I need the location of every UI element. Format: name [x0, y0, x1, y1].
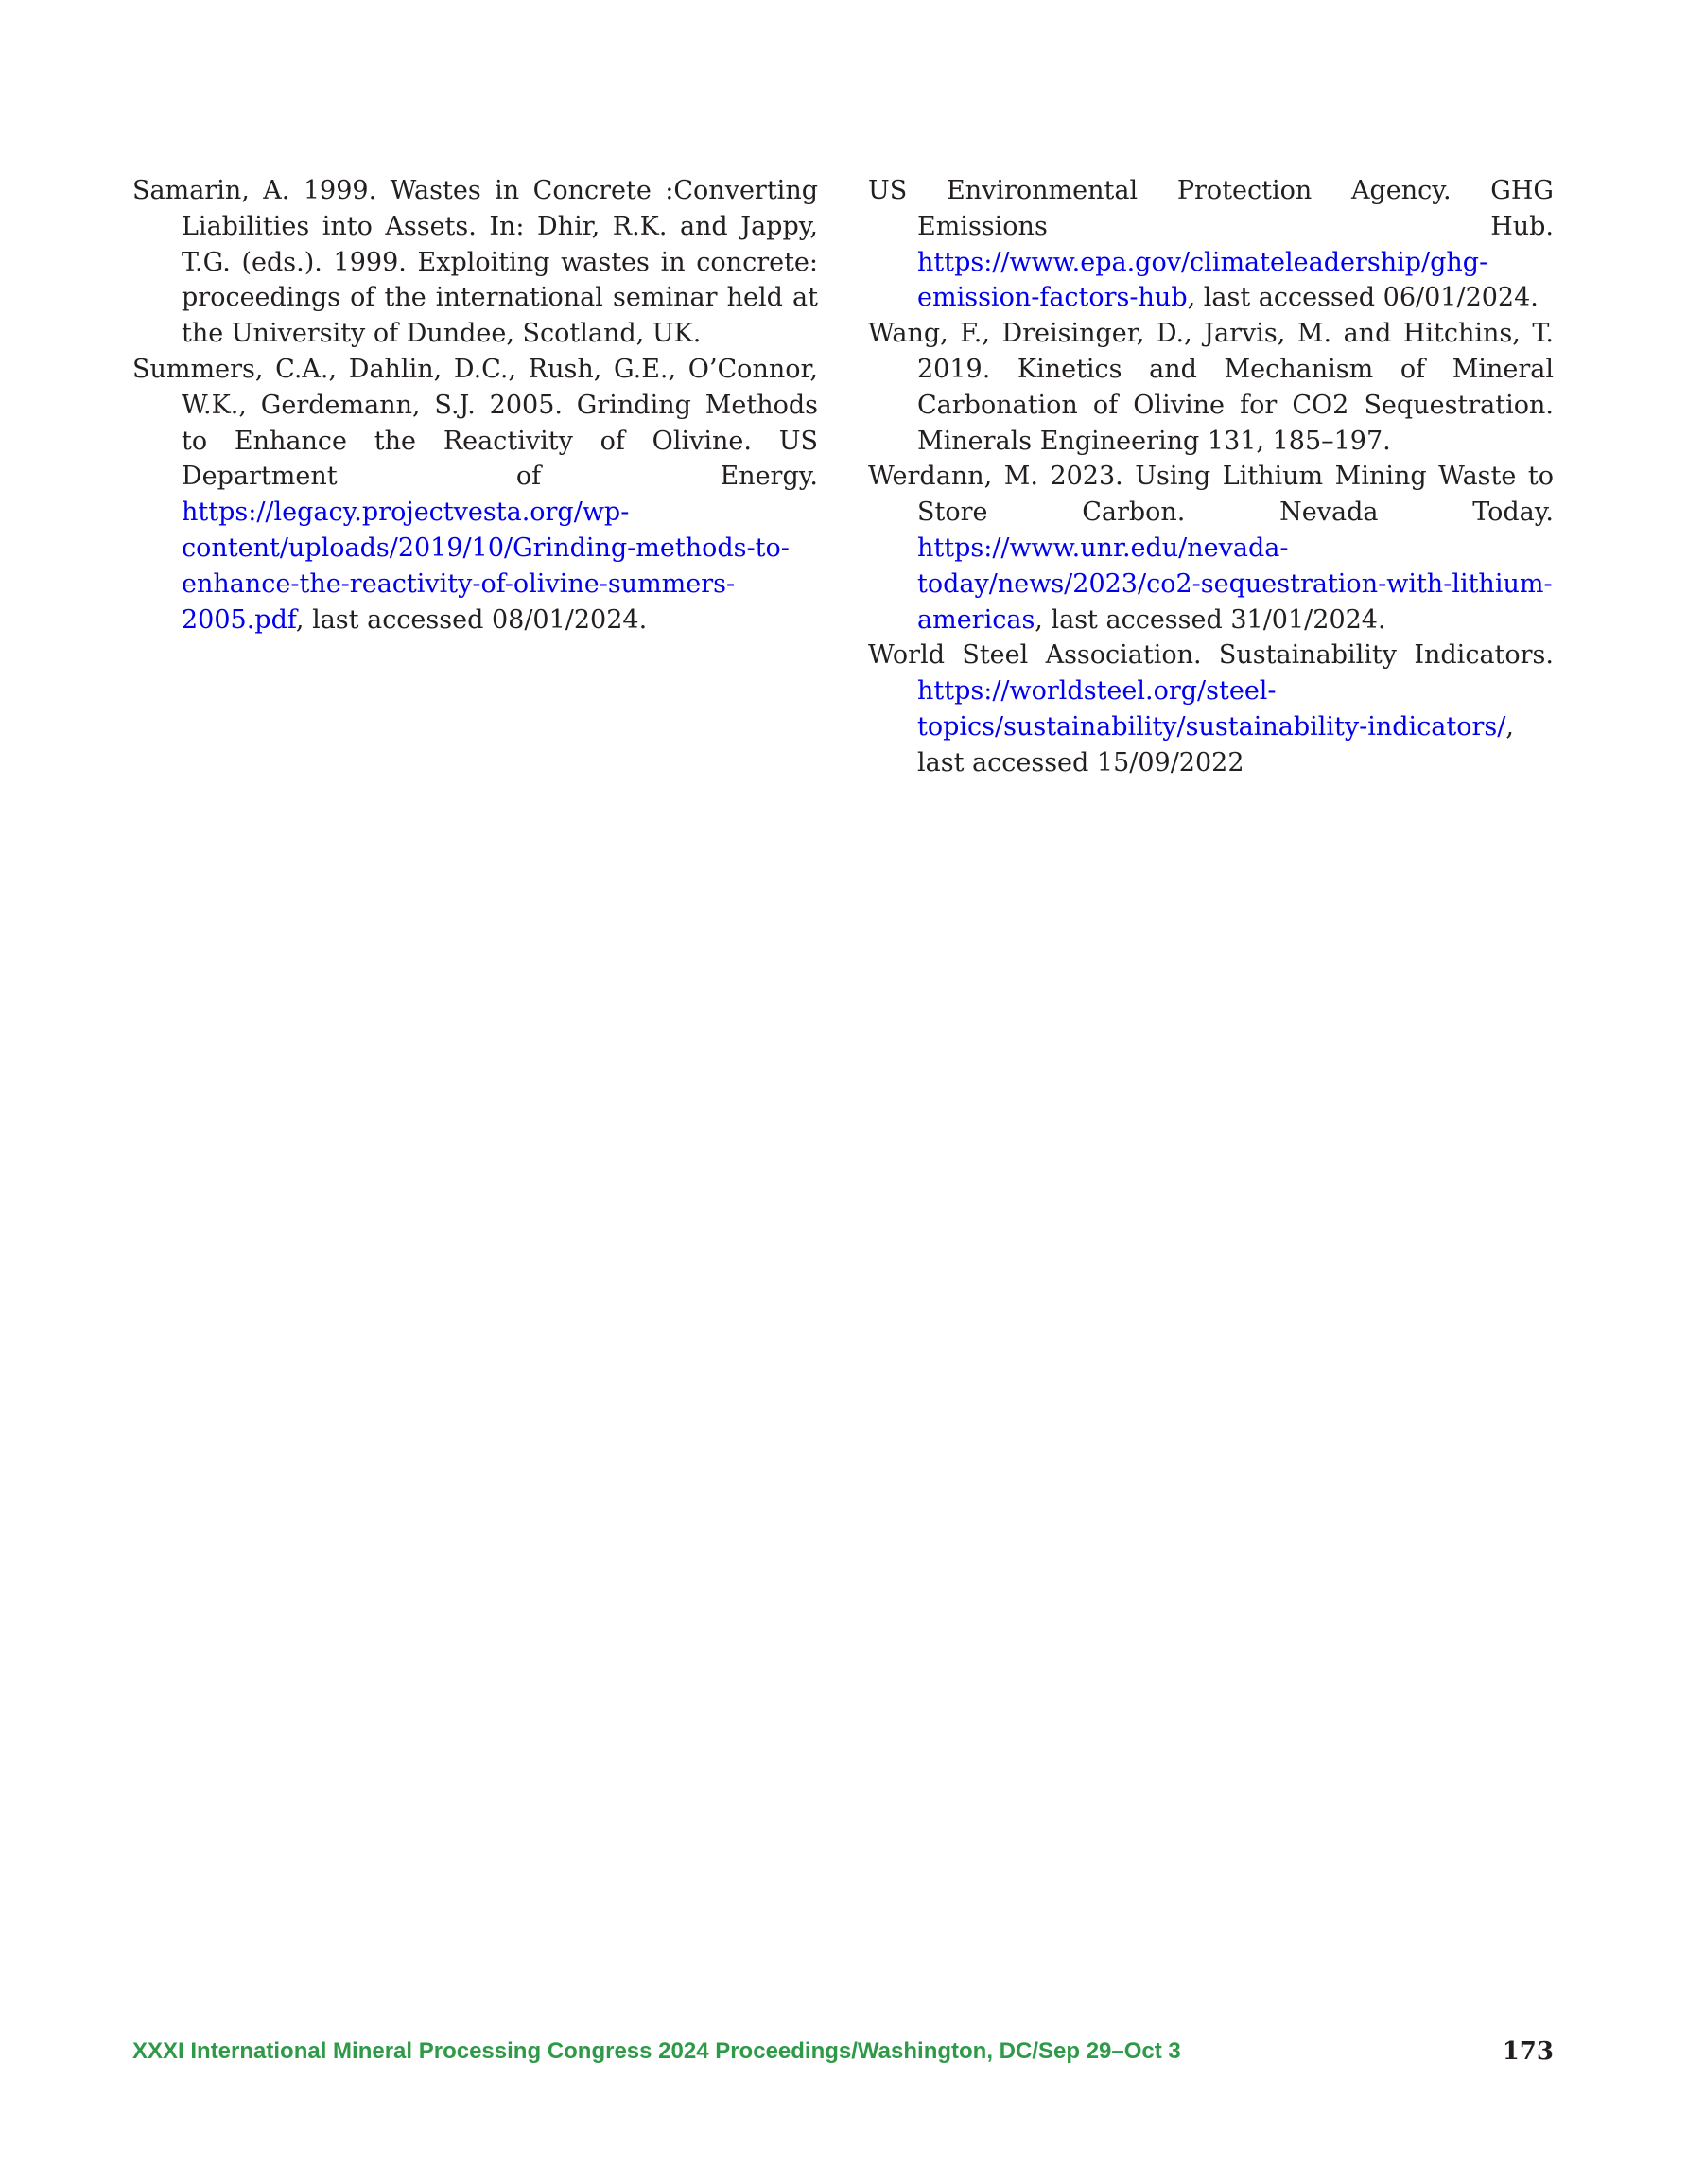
- reference-entry: [868, 173, 1554, 316]
- references-column-left: [132, 173, 818, 638]
- reference-link[interactable]: https://www.epa.gov/climateleadership/ghg-emission-factors-hub: [917, 247, 1488, 313]
- reference-entry: [868, 316, 1554, 459]
- references-column-right: [868, 173, 1554, 781]
- reference-text: Werdann, M. 2023. Using Lithium Mining Waste to Store Carbon. Nevada Today.: [868, 462, 1554, 528]
- reference-link[interactable]: https://worldsteel.org/steel-topics/sustainability/sustainability-indicators/: [917, 676, 1506, 742]
- reference-text: World Steel Association. Sustainability Indicators.: [868, 640, 1554, 671]
- reference-text: Wang, F., Dreisinger, D., Jarvis, M. and Hitchins, T. 2019. Kinetics and Mechanism of Mineral Carbonation of Olivine for CO2 Sequestration. Minerals Engineering 131, 185–197.: [868, 319, 1554, 456]
- reference-accessed: , last accessed 06/01/2024.: [1187, 283, 1539, 313]
- reference-accessed: , last accessed 08/01/2024.: [295, 604, 648, 635]
- reference-accessed: , last accessed 15/09/2022: [917, 711, 1514, 778]
- reference-link[interactable]: https://www.unr.edu/nevada-today/news/2023/co2-sequestration-with-lithium-americas: [917, 533, 1553, 635]
- footer-proceedings-title: XXXI International Mineral Processing Congress 2024 Proceedings/Washington, DC/Sep 29–Oct 3: [132, 2038, 1181, 2064]
- reference-entry: [132, 173, 818, 352]
- page-footer: [132, 2035, 1554, 2072]
- reference-text: Samarin, A. 1999. Wastes in Concrete :Converting Liabilities into Assets. In: Dhir, R.K. and Jappy, T.G. (eds.). 1999. Exploiting wastes in concrete: proceedings of the international seminar held at the University of Dundee, Scotland, UK.: [132, 176, 818, 349]
- reference-text: Summers, C.A., Dahlin, D.C., Rush, G.E., O’Connor, W.K., Gerdemann, S.J. 2005. Grinding Methods to Enhance the Reactivity of Olivine. US Department of Energy.: [132, 354, 818, 492]
- reference-entry: [868, 638, 1554, 780]
- reference-accessed: , last accessed 31/01/2024.: [1035, 604, 1386, 635]
- page-number: 173: [1502, 2037, 1554, 2066]
- reference-entry: [868, 459, 1554, 638]
- reference-entry: [132, 352, 818, 638]
- reference-text: US Environmental Protection Agency. GHG Emissions Hub.: [868, 176, 1554, 241]
- reference-link[interactable]: https://legacy.projectvesta.org/wp-content/uploads/2019/10/Grinding-methods-to-enhance-the-reactivity-of-olivine-summers-2005.pdf: [182, 498, 790, 635]
